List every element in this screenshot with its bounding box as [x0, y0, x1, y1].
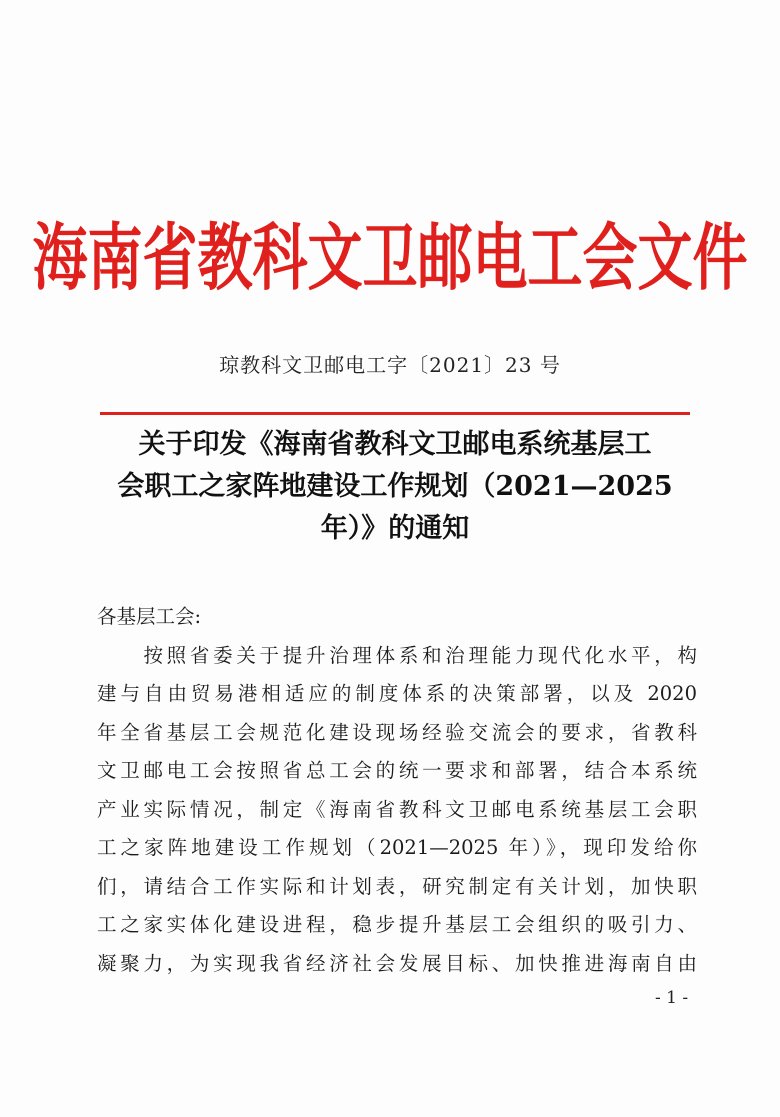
body-line: 工之家实体化建设进程，稳步提升基层工会组织的吸引力、	[97, 913, 697, 936]
body-line: 们，请结合工作实际和计划表，研究制定有关计划，加快职	[97, 874, 697, 898]
document-number: 琼教科文卫邮电工字〔2021〕23 号	[219, 353, 561, 377]
notice-title-line: 会职工之家阵地建设工作规划（2021—2025	[117, 471, 673, 502]
page-number: - 1 -	[655, 988, 689, 1008]
notice-body	[97, 598, 697, 983]
notice-title-line: 年）》的通知	[320, 513, 470, 544]
document-header-title: 海南省教科文卫邮电工会文件	[32, 215, 748, 301]
notice-title-line: 关于印发《海南省教科文卫邮电系统基层工	[138, 429, 652, 460]
body-line: 凝聚力，为实现我省经济社会发展目标、加快推进海南自由	[97, 951, 697, 975]
body-line: 建与自由贸易港相适应的制度体系的决策部署，以及 2020	[97, 682, 697, 705]
red-divider-line	[100, 412, 690, 415]
body-line: 文卫邮电工会按照省总工会的统一要求和部署，结合本系统	[97, 759, 697, 782]
notice-title	[96, 424, 694, 550]
body-line: 年全省基层工会规范化建设现场经验交流会的要求，省教科	[97, 720, 697, 744]
body-line: 工之家阵地建设工作规划（2021—2025 年）》，现印发给你	[97, 836, 697, 859]
body-line: 产业实际情况，制定《海南省教科文卫邮电系统基层工会职	[97, 797, 697, 821]
salutation: 各基层工会:	[97, 605, 202, 628]
body-line: 按照省委关于提升治理体系和治理能力现代化水平，构	[97, 643, 697, 667]
